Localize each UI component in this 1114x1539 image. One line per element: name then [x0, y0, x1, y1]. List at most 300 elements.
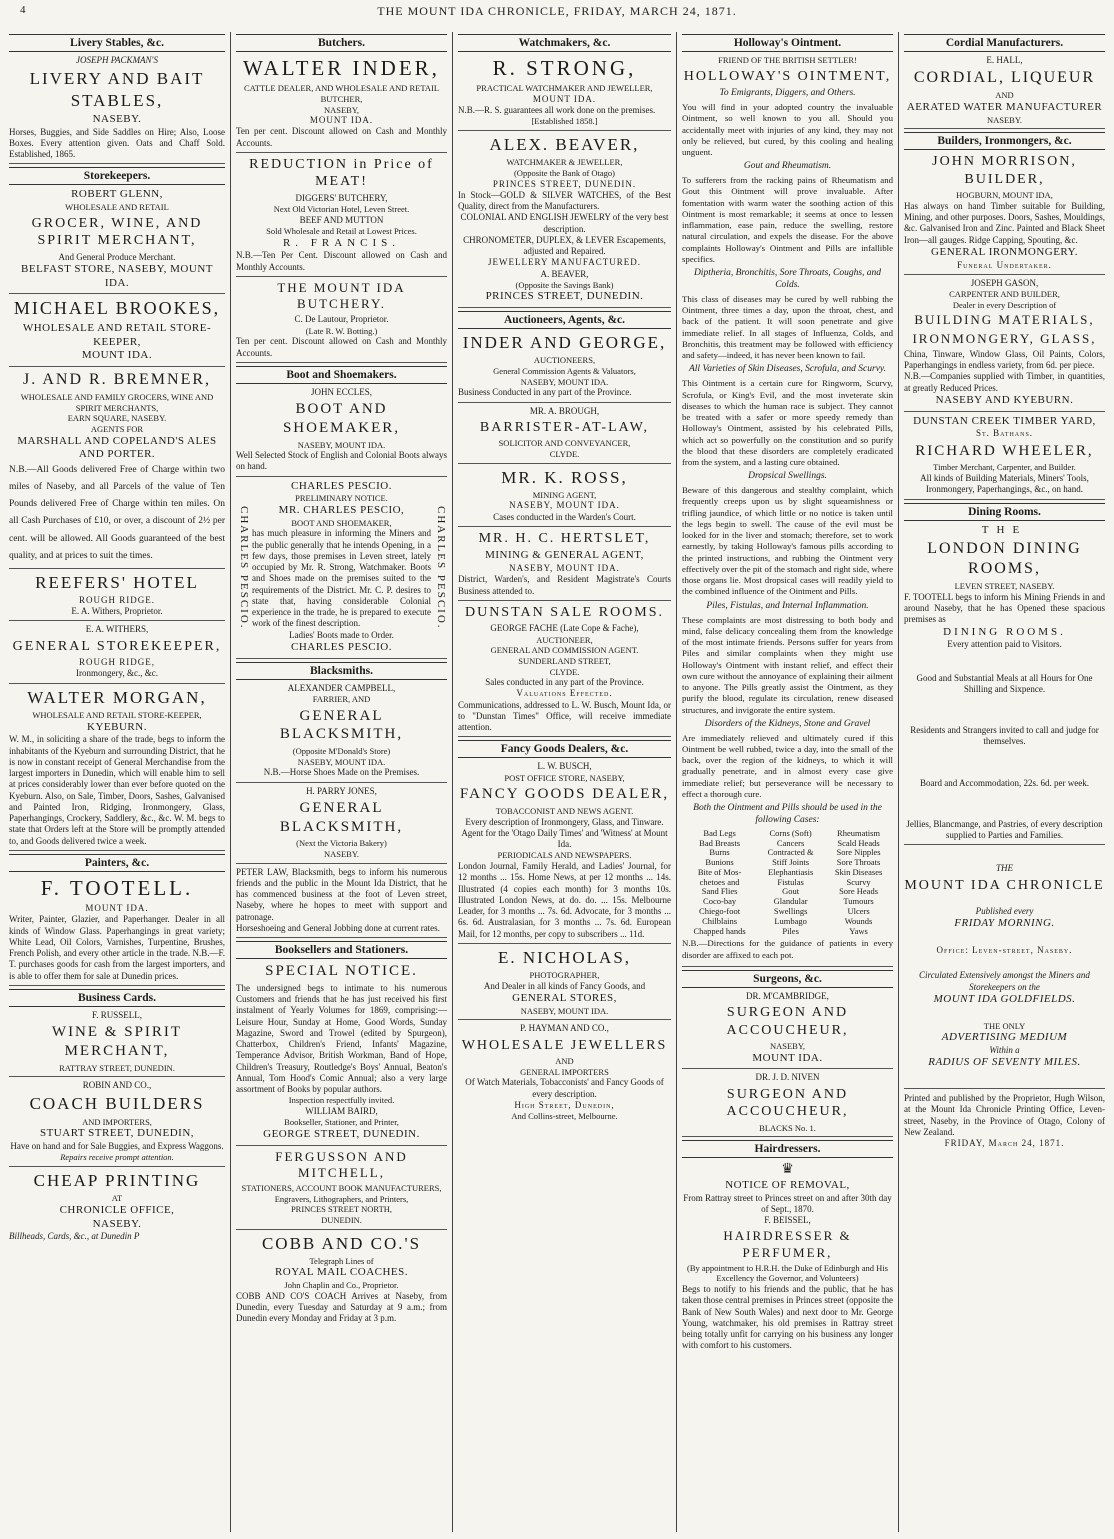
- ad-place: BELFAST STORE, NASEBY, MOUNT IDA.: [21, 262, 213, 289]
- ad-sub: MINING & GENERAL AGENT,: [485, 549, 644, 562]
- ad-title: WINE & SPIRIT MERCHANT,: [51, 1024, 183, 1059]
- ad-diggers-place: Next Old Victorian Hotel, Leven Street.: [273, 204, 410, 215]
- section-head-boot: Boot and Shoemakers.: [236, 366, 447, 384]
- royal-arms-icon: ♛: [781, 1162, 794, 1178]
- cures-cell: Piles: [782, 925, 799, 936]
- ad-body: Engravers, Lithographers, and Printers,: [274, 1193, 409, 1204]
- ad-body: Of Watch Materials, Tobacconists' and Fancy Goods of every description.: [465, 1077, 664, 1099]
- holloway-head-1: To Emigrants, Diggers, and Others.: [719, 88, 856, 99]
- ad-nb: N.B.—Companies supplied with Timber, in quantities, at greatly Reduced Prices.: [904, 371, 1105, 393]
- ad-title: BOOT AND SHOEMAKER,: [282, 401, 401, 436]
- cures-cell: Sand Flies: [701, 886, 738, 897]
- cures-cell: Sore Heads: [839, 886, 879, 897]
- ad-nb: N.B.—Horse Shoes Made on the Premises.: [263, 767, 420, 778]
- ad-name: JOHN ECCLES,: [310, 386, 372, 397]
- ad-jones: [236, 786, 447, 864]
- ad-line: Ironmongery, &c., &c.: [76, 668, 158, 679]
- ad-place: LEVEN STREET, NASEBY.: [954, 581, 1055, 592]
- holloway-para-6: These complaints are most distressing to both body and mind, false delicacy concealing them from the knowledge of the most intimate friends. Persons suffer for years from Piles and similar complaints when they might use Holloway's Ointment with instant relief, and effect their own cure without the annoyance of explaining their ailment to anyone. The Pills greatly assist the Ointment, as they purify the blood, regulate its circulation, renew diseased structures, and invigorate the entire system.: [682, 614, 893, 715]
- section-head-livery: Livery Stables, &c.: [9, 34, 225, 52]
- ad-title: INDER AND GEORGE,: [462, 333, 667, 353]
- ad-beissel: [682, 1161, 893, 1354]
- ad-sub: POST OFFICE STORE, NASEBY,: [504, 772, 625, 783]
- ad-opp: (Opposite M'Donald's Store): [292, 746, 391, 756]
- ad-name: JOSEPH GASON,: [970, 277, 1039, 288]
- ad-sub: AUCTIONEER,: [536, 634, 593, 645]
- holloway-nb: N.B.—Directions for the guidance of patients in every disorder are affixed to each pot.: [682, 938, 893, 960]
- ad-name: DR. J. D. NIVEN: [755, 1072, 820, 1083]
- ad-adv: ADVERTISING MEDIUM: [941, 1031, 1068, 1044]
- ad-sub: SOLICITOR AND CONVEYANCER,: [498, 438, 631, 449]
- ad-foot: Billheads, Cards, &c., at Dunedin P: [9, 1231, 140, 1242]
- ad-brookes: [9, 297, 225, 367]
- ad-mccambridge: [682, 991, 893, 1070]
- ad-sub: MINING AGENT,: [532, 489, 597, 500]
- ad-eccles: [236, 387, 447, 477]
- ad-place: NASEBY, MOUNT IDA.: [297, 756, 386, 767]
- ad-place: STUART STREET, DUNEDIN,: [39, 1127, 195, 1140]
- cures-row: [682, 927, 893, 937]
- ad-fergusson: [236, 1149, 447, 1230]
- ad-sub: CATTLE DEALER, AND WHOLESALE AND RETAIL BUTCHER,: [243, 83, 440, 104]
- holloway-para-3: This class of diseases may be cured by well rubbing the Ointment, three times a day, upon the throat, chest, and back of the patient. It will soon penetrate and give immediate relief. In all stages of Influenza, Colds, and Bronchitis, this treatment may be followed with efficiency and safety—indeed, it has never been known to fail.: [682, 293, 893, 361]
- ad-sub: Bookseller, Stationer, and Printer,: [284, 1117, 399, 1128]
- ad-inder-butcher: [236, 55, 447, 153]
- ad-mount-ida-butchery: [236, 280, 447, 363]
- ad-at: AT: [111, 1193, 123, 1204]
- holloway-head-8: Both the Ointment and Pills should be used in the following Cases:: [693, 803, 882, 825]
- ad-body: China, Tinware, Window Glass, Oil Paints, Colors, Paperhangings in endless variety, from 6d. per piece.: [904, 348, 1105, 371]
- ad-place: ROUGH RIDGE.: [79, 594, 155, 605]
- ad-sub: Telegraph Lines of: [309, 1255, 374, 1266]
- ad-morgan: [9, 687, 225, 851]
- ad-place: BLACKS No. 1.: [759, 1122, 816, 1133]
- ad-title: FANCY GOODS DEALER,: [459, 786, 670, 803]
- ad-body: N.B.—All Goods delivered Free of Charge within two miles of Naseby, and all Parcels of the value of Ten Pounds delivered Free of Charge within ten miles. On all Cash Purchases of £10, or over, a discount of 2½ per cent. will be allowed. All Goods guaranteed of the best quality, and at prices to suit the times.: [9, 465, 225, 561]
- ad-body: COBB AND CO'S COACH Arrives at Naseby, from Dunedin, every Tuesday and Saturday at 9 a.m.; from Dunedin every Monday and Friday at 3 p.m.: [236, 1290, 447, 1324]
- ad-title: DUNSTAN SALE ROOMS.: [464, 604, 665, 620]
- column-1: [4, 32, 230, 1532]
- ad-chrono: CHRONOMETER, DUPLEX, & LEVER Escapements, adjusted and Repaired.: [463, 234, 666, 256]
- ad-name: ALEXANDER CAMPBELL,: [287, 682, 396, 693]
- ad-title: GROCER, WINE, AND SPIRIT MERCHANT,: [31, 215, 203, 249]
- ad-title: F. TOOTELL.: [40, 875, 194, 900]
- ad-title: SURGEON AND ACCOUCHEUR,: [726, 1086, 849, 1120]
- ad-hall: [904, 55, 1105, 129]
- ad-name: MR. A. BROUGH,: [529, 405, 600, 416]
- ad-title: R. STRONG,: [492, 56, 637, 80]
- ad-jewellery: JEWELLERY MANUFACTURED.: [488, 257, 641, 268]
- ad-street: SUNDERLAND STREET,: [518, 655, 611, 666]
- ad-london-dining: [904, 524, 1105, 846]
- ad-p6: Jellies, Blancmange, and Pastries, of every description supplied to Parties and Families.: [906, 818, 1103, 841]
- ad-city: DUNEDIN.: [321, 1214, 362, 1225]
- cures-cell: Ulcers: [847, 906, 870, 916]
- pescio-notice: [236, 504, 447, 630]
- cures-cell: Lumbago: [774, 915, 807, 926]
- ad-title: MOUNT IDA CHRONICLE: [904, 877, 1105, 893]
- ad-dealer: Dealer in every Description of: [952, 299, 1057, 310]
- ad-title: HAIRDRESSER & PERFUMER,: [723, 1228, 852, 1260]
- ad-ross: [458, 467, 671, 527]
- ad-body: has much pleasure in informing the Miners and the public generally that he intends Opening, in a few days, those premises in Leven street, lately occupied by Mr. R. Strong, Watchmaker. Boots and Shoes made on the premises suited to the requirements of the District. Mr. C. P. desires to state that, having considerable Colonial experience in the trade, he is prepared to execute work of the finest description.: [252, 528, 431, 629]
- ad-name: DR. M'CAMBRIDGE,: [746, 990, 829, 1001]
- ad-wheeler: [904, 415, 1105, 500]
- ad-place: HOGBURN, MOUNT IDA,: [956, 190, 1053, 201]
- ad-general: GENERAL IRONMONGERY.: [931, 245, 1078, 258]
- ad-withers: [9, 624, 225, 683]
- ad-gason: [904, 278, 1105, 412]
- ad-agent: Agent for the 'Otago Daily Times' and 'Witness' at Mount Ida.: [461, 827, 668, 850]
- ad-appt: (By appointment to H.R.H. the Duke of Edinburgh and His Excellency the Governor, and Volunteers): [687, 1262, 888, 1284]
- ad-place: NASEBY,: [769, 1041, 806, 1052]
- ad-baird: [236, 962, 447, 1146]
- ad-title: SURGEON AND ACCOUCHEUR,: [726, 1005, 849, 1038]
- ad-friday: FRIDAY MORNING.: [954, 917, 1055, 930]
- ad-body: Have on hand and for Sale Buggies, and Express Waggons.: [10, 1141, 224, 1152]
- ad-place: PRINCES STREET, DUNEDIN.: [492, 178, 637, 189]
- ad-name: F. BEISSEL,: [764, 1215, 811, 1226]
- ad-title: THE MOUNT IDA BUTCHERY.: [277, 279, 406, 312]
- ad-sub: (Next the Victoria Bakery): [296, 838, 387, 849]
- ad-general: GENERAL STORES,: [512, 991, 617, 1004]
- holloway-para-1: You will find in your adopted country the invaluable Ointment, so well known to you all. Should you accidentally meet with injuries of any kind, they may not only be relieved, but cured, by this cooling and healing unguent.: [682, 102, 893, 157]
- ad-only: THE ONLY: [983, 1020, 1026, 1031]
- ad-place: RATTRAY STREET, DUNEDIN.: [59, 1062, 175, 1073]
- ad-place: NASEBY, MOUNT IDA.: [509, 563, 620, 574]
- ad-dunstan: [458, 604, 671, 738]
- cures-cell: Chapped hands: [693, 925, 746, 936]
- ad-russell: [9, 1010, 225, 1077]
- ad-body: W. M., in soliciting a share of the trade, begs to inform the inhabitants of the Kyeburn and surrounding District, that he is now in constant receipt of General Merchandise from the largest importers in Dunedin, which will enable him to sell at prices considerably lower than ever before quoted on the Kyeburn. Also, on Sale, Timber, Doors, Sashes, Galvanised and Painted Iron, Ridging, Ironmongery, Glass, Paperhangings, Crockery, Saddlery, &c., &c. W. M. begs to state that Orders left at the Store will be promptly attended to, and Goods delivered twice a week.: [9, 734, 225, 846]
- ad-place: St. Bathans.: [975, 428, 1034, 439]
- ad-morrison: [904, 153, 1105, 275]
- ad-sub: WATCHMAKER & JEWELLER,: [506, 157, 623, 168]
- ad-prices: London Journal, Family Herald, and Ladies' Journal, for 12 months ... 15s. Home News, at per 12 months ... 14s. Illustrated (4 copies each month) for 3 months 10s. Illustrated London News, at do. do. ... 15s. Melbourne Leader, for 3 months ... 7s. 6d. Advocate, for 3 months ... 6s. 6d. Australasian, for 3 months ... 7s. 6d. European Mail, for 12 months, per copy to subscribers ... 11d.: [458, 861, 671, 939]
- holloway-para-2: To sufferers from the racking pains of Rheumatism and Gout this Ointment will prove invaluable. After fomentation with warm water the soothing action of this Ointment is most remarkable; it seems at once to lessen inflammation, ease pain, reduce the swelling, restore natural circulation, and expels the disease. For the above complaints Holloway's Ointment and Pills are infallible specifics.: [682, 175, 893, 264]
- section-head-business: Business Cards.: [9, 989, 225, 1007]
- cures-cell: chetoes and: [699, 876, 740, 887]
- ad-p3: Good and Substantial Meals at all Hours for One Shilling and Sixpence.: [916, 672, 1093, 694]
- ad-packman: [9, 55, 225, 164]
- ad-cheap-printing: [9, 1170, 225, 1246]
- ad-name: CHARLES PESCIO.: [290, 479, 393, 492]
- ad-hayman: [458, 1023, 671, 1124]
- ad-goldfields: MOUNT IDA GOLDFIELDS.: [933, 992, 1076, 1005]
- ad-name: ROBERT GLENN,: [71, 188, 163, 201]
- ad-hertslet: [458, 530, 671, 601]
- ad-title: FERGUSSON AND MITCHELL,: [275, 1148, 408, 1180]
- cures-cell: Bad Breasts: [699, 837, 740, 848]
- ad-aerated: AERATED WATER MANUFACTURER: [906, 100, 1103, 113]
- cures-cell: Bunions: [705, 857, 734, 868]
- ad-the: THE: [995, 863, 1013, 874]
- ad-p2: Every attention paid to Visitors.: [947, 639, 1062, 650]
- section-head-books: Booksellers and Stationers.: [236, 941, 447, 959]
- ad-name: E. HALL,: [986, 55, 1023, 65]
- ad-nicholas: [458, 947, 671, 1021]
- ad-name: P. HAYMAN AND CO.,: [520, 1023, 609, 1034]
- holloway-head-2: Gout and Rheumatism.: [743, 161, 832, 172]
- ad-beef-body: Sold Wholesale and Retail at Lowest Prices.: [266, 226, 417, 236]
- ad-title: BARRISTER-AT-LAW,: [479, 419, 650, 435]
- holloway-para-7: Are immediately relieved and ultimately cured if this Ointment be well rubbed, twice a day, into the small of the back, over the region of the kidneys, to which it will gradually penetrate, and in almost every case give immediate relief; but perseverance will be necessary to effect a thorough cure.: [682, 732, 893, 799]
- ad-beaver: [458, 134, 671, 308]
- ad-title: MR. CHARLES PESCIO,: [278, 504, 405, 516]
- ad-within: Within a: [989, 1045, 1020, 1055]
- cures-cell: Stiff Joints: [772, 857, 810, 868]
- ad-beef: BEEF AND MUTTON: [299, 214, 384, 225]
- ad-title: GENERAL BLACKSMITH,: [279, 707, 404, 743]
- ad-iron: IRONMONGERY, GLASS,: [912, 330, 1097, 346]
- ad-pescio: [236, 480, 447, 659]
- ad-name: E. A. WITHERS,: [85, 624, 149, 635]
- ad-place: KYEBURN.: [87, 720, 147, 733]
- ad-tootell: [9, 875, 225, 986]
- ad-name: JOSEPH PACKMAN'S: [75, 55, 158, 65]
- cures-cell: Skin Diseases: [834, 866, 883, 877]
- ad-robin: [9, 1080, 225, 1167]
- ad-name: L. W. BUSCH,: [537, 761, 592, 772]
- ad-body: N.B.—R. S. guarantees all work done on the premises.: [458, 105, 656, 116]
- ad-title: COBB AND CO.'S: [261, 1233, 422, 1253]
- ad-title: LIVERY AND BAIT STABLES,: [29, 69, 205, 110]
- ad-friend: FRIEND OF THE BRITISH SETTLER!: [718, 55, 857, 65]
- ad-body: Business Conducted in any part of the Province.: [458, 387, 632, 398]
- ad-place: MOUNT IDA.: [85, 903, 149, 914]
- ad-name: WILLIAM BAIRD,: [305, 1105, 378, 1116]
- ad-francis: R. FRANCIS.: [282, 236, 401, 249]
- ad-sub: WHOLESALE AND RETAIL: [65, 202, 169, 212]
- ad-body: Well Selected Stock of English and Colonial Boots always on hand.: [236, 450, 447, 472]
- ad-title: REEFERS' HOTEL: [35, 572, 199, 592]
- ad-sub: WHOLESALE AND RETAIL STORE-KEEPER,: [22, 321, 212, 348]
- cures-cell: Scald Heads: [837, 837, 880, 848]
- masthead-title: THE MOUNT IDA CHRONICLE, FRIDAY, MARCH 24, 1871.: [377, 4, 737, 18]
- ad-body: Writer, Painter, Glazier, and Paperhanger. Dealer in all kinds of Window Glass. Paperhangings in great variety; White Lead, Oil Colors, Varnishes, Turpentine, Brushes, French Polish, and every other article in the trade. N.B.—F. T. purchases goods for cash from the largest importers, and is able to offer them for sale at Dunedin prices.: [9, 914, 225, 981]
- cures-cell: Contracted &: [767, 847, 814, 858]
- section-head-cordial: Cordial Manufacturers.: [904, 34, 1105, 52]
- holloway-head-4: All Varieties of Skin Diseases, Scrofula, and Scurvy.: [688, 364, 886, 375]
- section-head-fancy: Fancy Goods Dealers, &c.: [458, 740, 671, 758]
- ad-beaver2: A. BEAVER,: [540, 268, 589, 279]
- ad-body: Cases conducted in the Warden's Court.: [493, 511, 636, 522]
- ad-colonial: COLONIAL AND ENGLISH JEWELRY of the very best description.: [460, 212, 669, 234]
- cures-cell: Bite of Mos-: [697, 866, 742, 877]
- holloway-head-6: Piles, Fistulas, and Internal Inflammation.: [706, 600, 869, 611]
- ad-glenn: [9, 188, 225, 294]
- holloway-head-7: Disorders of the Kidneys, Stone and Gravel: [704, 718, 871, 729]
- ad-sub: STATIONERS, ACCOUNT BOOK MANUFACTURERS,: [241, 1183, 442, 1193]
- ad-place: NASEBY.: [986, 114, 1023, 125]
- ad-the: THE: [981, 523, 1028, 536]
- ad-place: High Street, Dunedin,: [514, 1099, 615, 1110]
- section-head-auct: Auctioneers, Agents, &c.: [458, 311, 671, 329]
- cures-table: [682, 829, 893, 936]
- ad-place: NASEBY.: [92, 1217, 142, 1230]
- ad-body: The undersigned begs to intimate to his numerous Customers and friends that he has just received his first instalment of Yearly Volumes for 1869, comprising:—Leisure Hour, Sunday at Home, Good Words, Sunday Magazine, Sword and Trowel (edited by Spurgeon), Chatterbox, Children's Friend, Infants' Magazine, Temperance Advisor, British Workman, Band of Hope, Children's Treasury, Routledge's Boys' Annual, Beaton's Annual, Tom Hood's Comic Annual; also a very large assortment of Books by popular authors.: [236, 982, 447, 1094]
- ad-sub2: GENERAL AND COMMISSION AGENT.: [490, 645, 639, 656]
- column-2: [230, 32, 452, 1532]
- ad-sub: WHOLESALE AND FAMILY GROCERS, WINE AND SPIRIT MERCHANTS,: [20, 392, 214, 413]
- holloway-para-5: Beware of this dangerous and stealthy complaint, which frequently creeps upon us by slight squeamishness or trifling jaundice, of which little or no notice is taken until the legs begin to swell. The cause of the evil must be looked for in the liver and stomach; therefore, set to work earnestly, by taking Holloway's famous pills according to the printed instructions, and rubbing the Ointment very effectively over the pit of the stomach and right side, where those organs lie. Most dropsical cases will readily yield to the combined influence of the Ointment and Pills.: [682, 485, 893, 597]
- ad-body: Has always on hand Timber suitable for Building, Mining, and other purposes. Doors, Sashes, Mouldings, &c. Galvanised Iron and Zinc. Painted and Black Sheet Iron—all gauges. Ridge Capping, Spouting, &c.: [904, 200, 1105, 245]
- ad-diggers: DIGGERS' BUTCHERY,: [295, 192, 388, 203]
- ad-busch: [458, 761, 671, 943]
- ad-p5: Board and Accommodation, 22s. 6d. per week.: [920, 777, 1089, 788]
- ad-prelim: PRELIMINARY NOTICE.: [295, 493, 388, 504]
- column-5: [898, 32, 1110, 1532]
- ad-foot: Repairs receive prompt attention.: [60, 1152, 174, 1163]
- ad-printed: Printed and published by the Proprietor, Hugh Wilson, at the Mount Ida Chronicle Printing Office, Leven-street, Naseby, in the Province of Otago, Colony of New Zealand.: [904, 1088, 1105, 1138]
- ad-periodicals: PERIODICALS AND NEWSPAPERS.: [497, 850, 632, 861]
- ad-name: H. PARRY JONES,: [306, 785, 377, 796]
- section-head-hair: Hairdressers.: [682, 1140, 893, 1158]
- holloway-head-3: Diptheria, Bronchitis, Sore Throats, Coughs, and Colds.: [693, 268, 882, 290]
- ad-title: BUILDING MATERIALS,: [914, 312, 1095, 328]
- ad-title: SPECIAL NOTICE.: [265, 963, 418, 979]
- ad-reefers: [9, 572, 225, 622]
- ad-niven: [682, 1072, 893, 1137]
- ad-place: EARN SQUARE, NASEBY.: [67, 413, 167, 424]
- ad-title: JOHN MORRISON, BUILDER,: [932, 154, 1077, 187]
- ad-sign: CHARLES PESCIO.: [290, 640, 393, 653]
- ad-francis-body: N.B.—Ten Per Cent. Discount allowed on Cash and Monthly Accounts.: [236, 250, 447, 272]
- ad-place: NASEBY, MOUNT IDA.: [297, 439, 386, 450]
- ad-line: General Commission Agents & Valuators,: [493, 366, 636, 376]
- ad-dr: DINING ROOMS.: [943, 625, 1066, 638]
- ad-place: NASEBY, MOUNT IDA.: [520, 376, 609, 387]
- cures-cell: Swellings: [773, 906, 808, 916]
- section-head-builders: Builders, Ironmongers, &c.: [904, 132, 1105, 150]
- ad-body: Horses, Buggies, and Side Saddles on Hire; Also, Loose Boxes. Every attention given. Oats and Chaff Sold. Established, 1865.: [9, 126, 225, 159]
- ad-sub: Timber Merchant, Carpenter, and Builder.: [933, 462, 1076, 473]
- ad-title: E. NICHOLAS,: [497, 947, 632, 967]
- ad-name: F. RUSSELL,: [91, 1009, 143, 1020]
- ad-title: COACH BUILDERS: [29, 1094, 205, 1114]
- ad-estab: [Established 1858.]: [531, 116, 598, 127]
- ad-place2: And Collins-street, Melbourne.: [511, 1111, 618, 1121]
- cures-cell: Tumours: [843, 896, 874, 907]
- ad-funeral: Funeral Undertaker.: [957, 259, 1052, 270]
- cures-cell: Cancers: [776, 837, 805, 848]
- ad-sub: PRACTICAL WATCHMAKER AND JEWELLER,: [476, 83, 653, 94]
- ad-p1: F. TOOTELL begs to inform his Mining Friends in and around Naseby, that he has Opened these spacious premises as: [904, 591, 1105, 625]
- ad-prop: John Chaplin and Co., Proprietor.: [284, 1280, 399, 1291]
- section-head-dining: Dining Rooms.: [904, 503, 1105, 521]
- ad-title: CHEAP PRINTING: [33, 1170, 201, 1190]
- cures-cell: Gout: [782, 886, 800, 897]
- ad-place: NASEBY.: [323, 848, 360, 859]
- section-head-holloway: Holloway's Ointment.: [682, 34, 893, 52]
- ad-campbell: [236, 683, 447, 783]
- section-head-smiths: Blacksmiths.: [236, 662, 447, 680]
- section-head-storekeepers: Storekeepers.: [9, 167, 225, 185]
- ad-title: J. AND R. BREMNER,: [22, 371, 212, 389]
- ad-body: PETER LAW, Blacksmith, begs to inform his numerous friends and the public in the Mount Ida District, that he has commenced business at the foot of Leven street, Naseby, where he hopes to meet with support and patronage.: [236, 866, 447, 922]
- ad-title: MR. H. C. HERTSLET,: [478, 530, 651, 546]
- ad-radius: RADIUS OF SEVENTY MILES.: [928, 1056, 1081, 1069]
- ad-prop: C. De Lautour, Proprietor.: [294, 314, 389, 325]
- ad-title: REDUCTION in Price of MEAT!: [249, 156, 434, 190]
- ad-title: RICHARD WHEELER,: [915, 442, 1094, 459]
- ad-ladies: Ladies' Boots made to Order.: [289, 629, 394, 640]
- ad-title: WALTER MORGAN,: [27, 687, 207, 707]
- holloway-para-4: This Ointment is a certain cure for Ringworm, Scurvy, Scrofula, or King's Evil, and the most inveterate skin diseases to which the human race is subject. They cannot be treated with a safer or more speedy remedy than Holloway's Ointment, assisted by his celebrated Pills, which act so powerfully on the constitution and so purify the blood that these disorders are completely eradicated from the system, and a lasting cure obtained.: [682, 378, 893, 467]
- cures-cell: Fistulas: [777, 876, 804, 887]
- ad-body: Ten per cent. Discount allowed on Cash and Monthly Accounts.: [236, 126, 447, 148]
- ad-title: WHOLESALE JEWELLERS: [461, 1037, 668, 1053]
- ad-farrier: FARRIER, AND: [312, 693, 371, 704]
- cures-cell: Bad Legs: [703, 827, 736, 838]
- ad-place: NASEBY,: [323, 104, 360, 115]
- ad-agents: AGENTS FOR: [90, 424, 144, 434]
- ad-brough: [458, 406, 671, 464]
- cures-cell: Sore Throats: [836, 857, 881, 868]
- ad-title: ALEX. BEAVER,: [489, 135, 640, 154]
- ad-place: ROUGH RIDGE,: [79, 657, 155, 668]
- ad-ales: MARSHALL AND COPELAND'S ALES AND PORTER.: [17, 434, 217, 461]
- cures-cell: Scurvy: [846, 876, 871, 887]
- ad-body: Begs to notify to his friends and the public, that he has taken those central premises in Princes street (opposite the Bank of New South Wales) and next door to Mr. George Young, watchmaker, his old premises in Rattray street being totally unfit for carrying on his business any longer with comfort to his customers.: [682, 1284, 893, 1351]
- ad-royal: ROYAL MAIL COACHES.: [274, 1266, 409, 1279]
- ad-and: AND: [555, 1056, 574, 1066]
- ad-yard: DUNSTAN CREEK TIMBER YARD,: [913, 414, 1096, 427]
- cures-cell: Glandular: [773, 896, 808, 907]
- cures-cell: Burns: [709, 847, 730, 858]
- ad-notice-body: From Rattray street to Princes street on and after 30th day of Sept., 1870.: [683, 1192, 892, 1214]
- ad-office: CHRONICLE OFFICE,: [59, 1203, 175, 1216]
- cures-cell: Wounds: [844, 915, 873, 926]
- ad-bremner: [9, 370, 225, 569]
- ad-sub: AUCTIONEERS,: [533, 355, 596, 366]
- cures-cell: Sore Nipples: [836, 847, 881, 858]
- ad-valuations: Valuations Effected.: [516, 688, 613, 699]
- ad-title: MR. K. ROSS,: [501, 467, 628, 487]
- ad-sub: WHOLESALE AND RETAIL STORE-KEEPER,: [32, 709, 202, 720]
- ad-place2: MOUNT IDA.: [752, 1051, 823, 1064]
- column-4: [676, 32, 898, 1532]
- section-head-watch: Watchmakers, &c.: [458, 34, 671, 52]
- ad-p4: Residents and Strangers invited to call and judge for themselves.: [910, 725, 1099, 747]
- ad-body: Sales conducted in any part of the Province.: [485, 677, 644, 688]
- ad-title: HOLLOWAY'S OINTMENT,: [683, 68, 892, 84]
- ad-fache: GEORGE FACHE (Late Cope & Fache),: [490, 623, 639, 634]
- cures-cell: Yaws: [849, 925, 868, 936]
- ad-holloway: [682, 55, 893, 967]
- ad-inder-george: [458, 332, 671, 402]
- section-head-butchers: Butchers.: [236, 34, 447, 52]
- ad-body: And Dealer in all kinds of Fancy Goods, and: [483, 980, 646, 991]
- ad-tob: TOBACCONIST AND NEWS AGENT.: [495, 806, 634, 816]
- section-head-painters: Painters, &c.: [9, 854, 225, 872]
- ad-title: GENERAL BLACKSMITH,: [279, 799, 404, 835]
- ad-place: MOUNT IDA.: [532, 93, 597, 104]
- page-number: 4: [20, 4, 26, 16]
- ad-and: AND: [995, 90, 1014, 101]
- ad-body: In Stock—GOLD & SILVER WATCHES, of the Best Quality, direct from the Manufacturers.: [458, 189, 671, 211]
- ad-title: GENERAL STOREKEEPER,: [12, 638, 222, 654]
- side-label-left: CHARLES PESCIO.: [237, 506, 250, 630]
- cures-cell: Chilblains: [702, 915, 738, 926]
- ad-sub: CARPENTER AND BUILDER,: [949, 289, 1060, 300]
- ad-chronicle: [904, 863, 1105, 1152]
- ad-place: GEORGE STREET, DUNEDIN.: [263, 1127, 420, 1140]
- ad-cobb: [236, 1233, 447, 1328]
- ad-strong: [458, 55, 671, 131]
- ad-prop: E. A. Withers, Proprietor.: [71, 606, 163, 617]
- ad-inspect: Inspection respectfully invited.: [288, 1095, 395, 1106]
